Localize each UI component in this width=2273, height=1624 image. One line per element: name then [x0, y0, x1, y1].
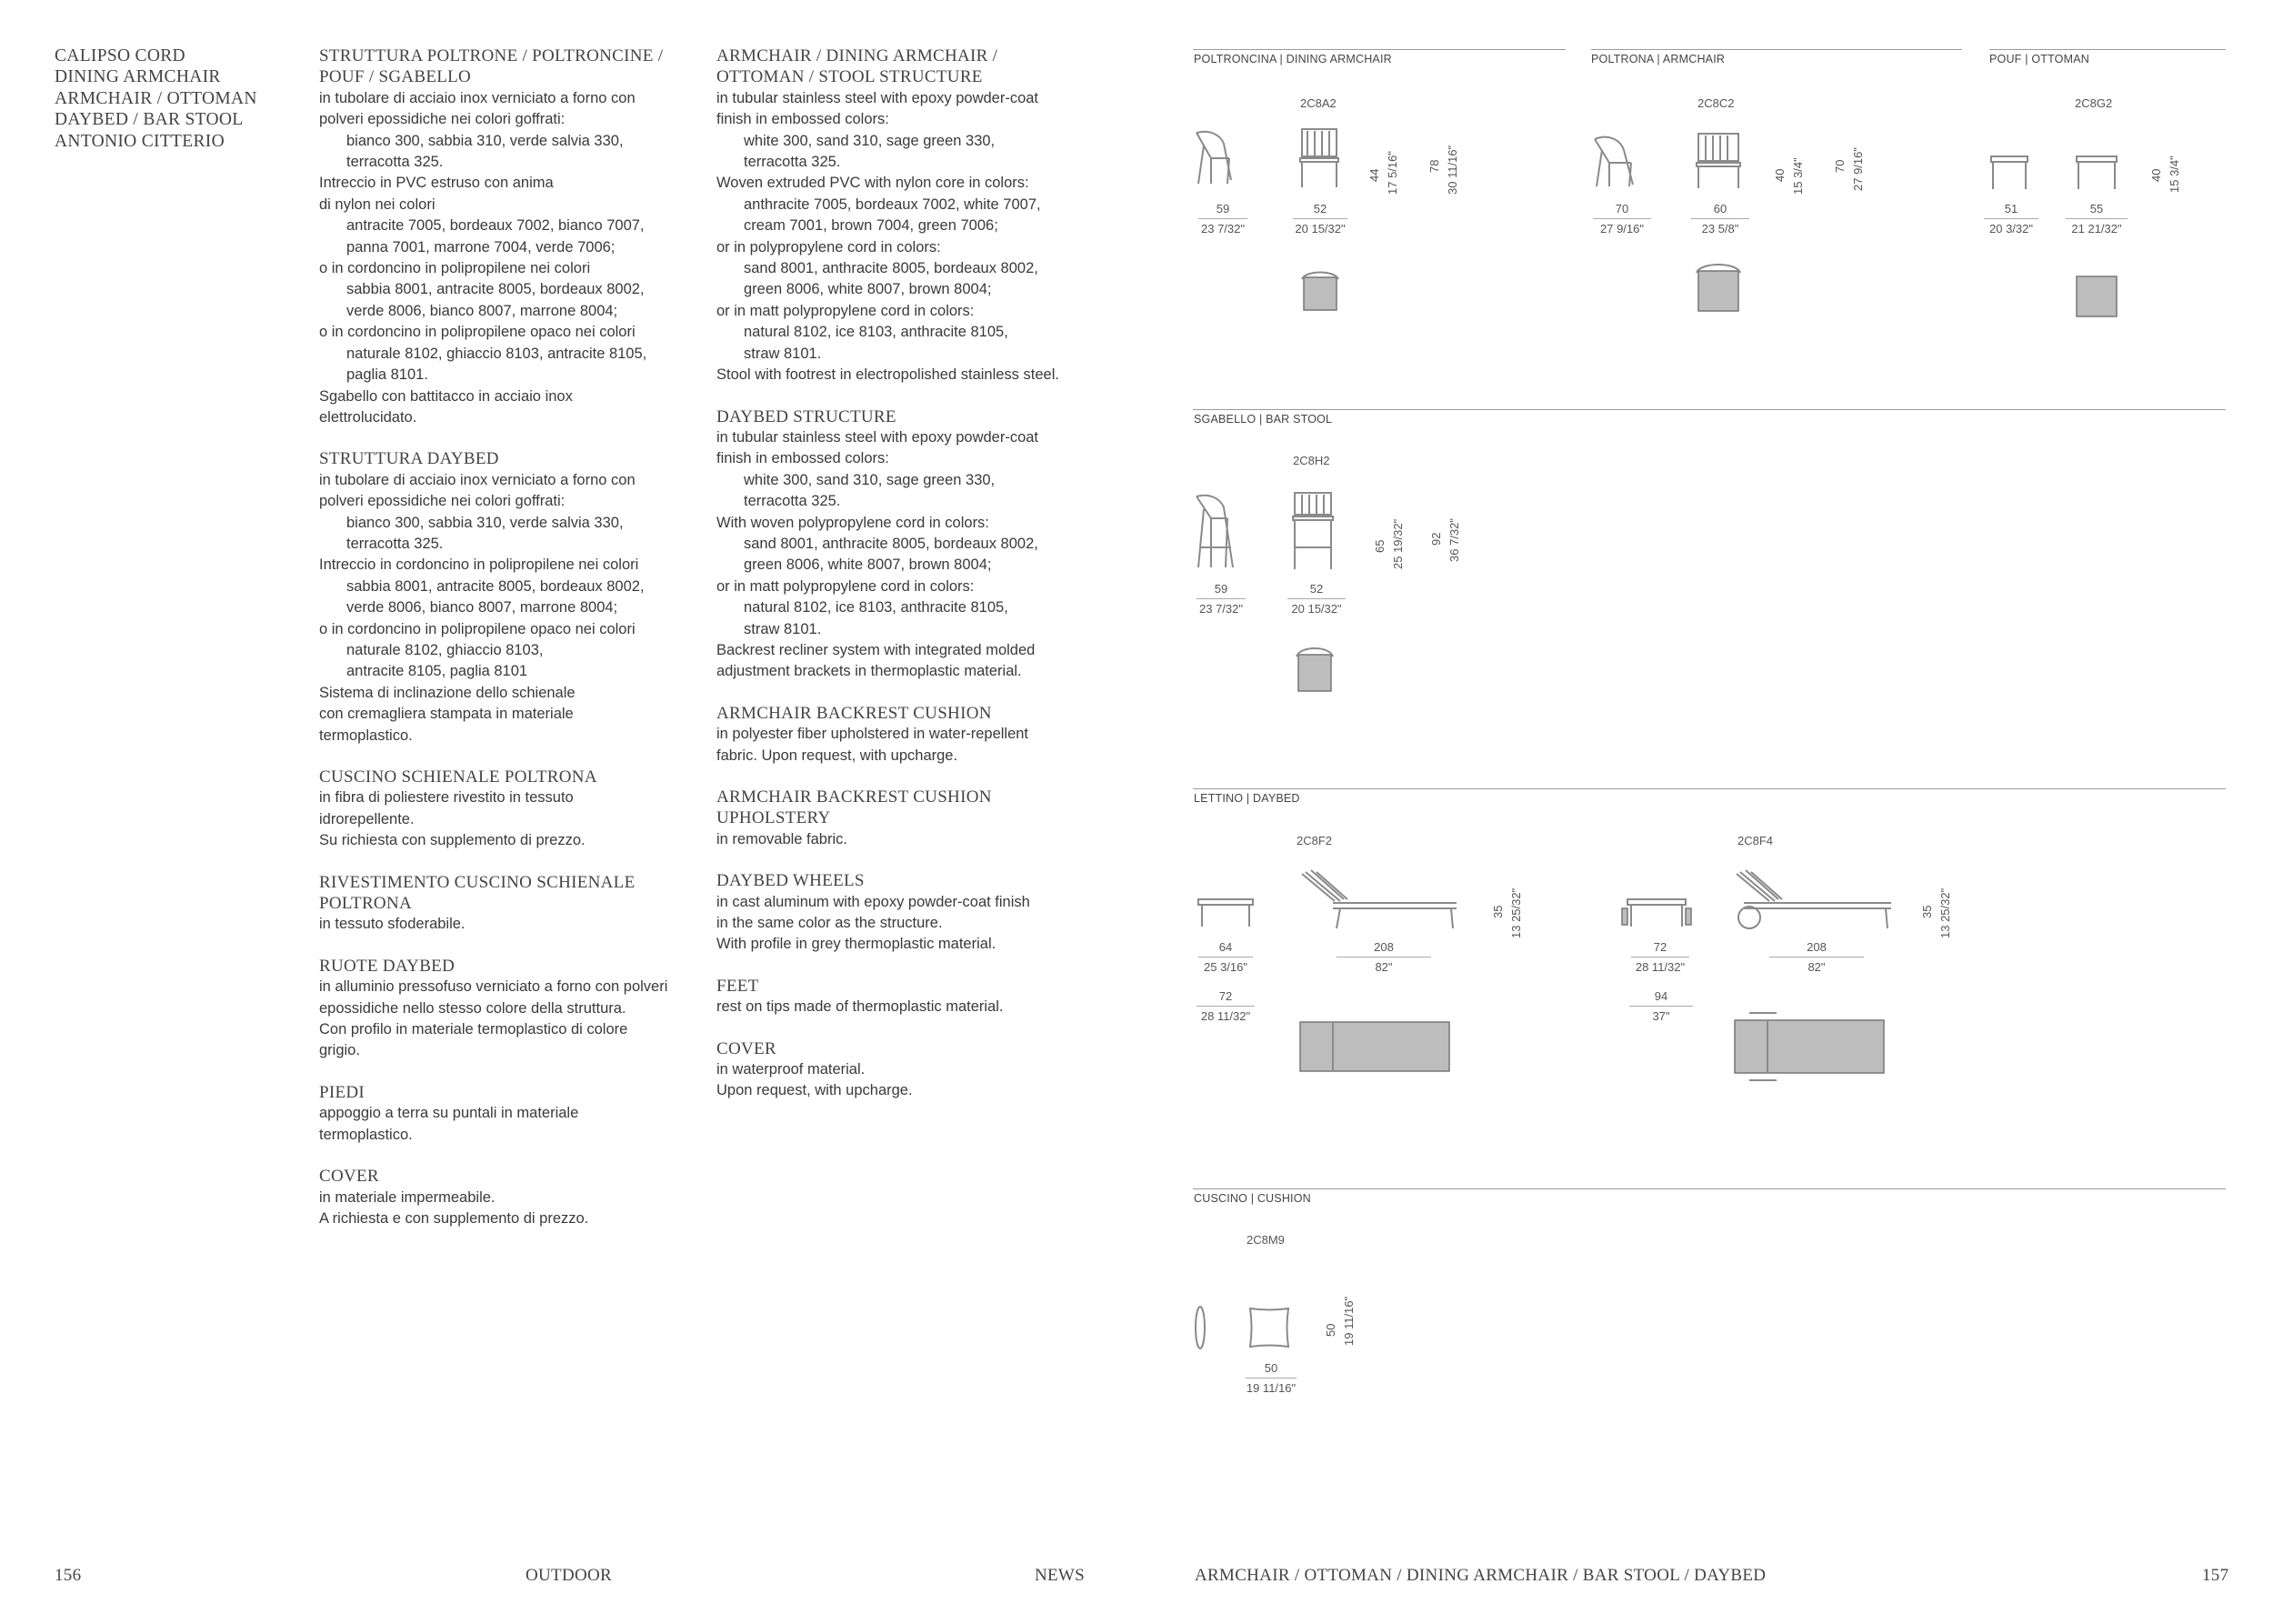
spec-heading: COVER: [716, 1038, 776, 1058]
spec-line: terracotta 325.: [744, 154, 841, 171]
dim-height: 50: [1324, 1323, 1337, 1337]
spec-line: termoplastico.: [319, 727, 413, 744]
dim-width: 60 23 5/8": [1691, 202, 1749, 236]
spec-section: [716, 870, 1116, 956]
spec-line: di nylon nei colori: [319, 195, 436, 213]
dim-end-width: 72 28 11/32": [1631, 940, 1689, 974]
product-code: 2C8H2: [1293, 454, 1330, 467]
spec-line: Su richiesta con supplemento di prezzo.: [319, 832, 586, 849]
spec-line: Stool with footrest in electropolished stainless steel.: [716, 366, 1059, 384]
spec-line: polveri epossidiche nei colori goffrati:: [319, 493, 566, 510]
spec-line: bianco 300, sabbia 310, verde salvia 330,: [346, 514, 624, 531]
section-daybed-label: LETTINO | DAYBED: [1194, 792, 1300, 805]
spec-line: appoggio a terra su puntali in materiale: [319, 1105, 579, 1122]
dim-width: 72 28 11/32": [1197, 989, 1255, 1023]
spec-heading: DAYBED WHEELS: [716, 871, 865, 891]
spec-line: antracite 7005, bordeaux 7002, bianco 7007,: [346, 217, 645, 235]
dining-armchair-front-drawing: [1298, 127, 1340, 191]
spec-line: verde 8006, bianco 8007, marrone 8004;: [346, 599, 618, 617]
spec-heading: RIVESTIMENTO CUSCINO SCHIENALE: [319, 872, 636, 892]
spec-line: Intreccio in PVC estruso con anima: [319, 175, 554, 192]
section-rule: [1193, 49, 1566, 50]
spec-line: white 300, sand 310, sage green 330,: [744, 471, 996, 488]
spec-heading: CUSCINO SCHIENALE POLTRONA: [319, 767, 597, 787]
product-code: 2C8M9: [1247, 1233, 1285, 1247]
dim-depth: 59 23 7/32": [1197, 582, 1246, 616]
cushion-side-drawing: [1193, 1304, 1207, 1351]
dining-armchair-top-drawing: [1300, 268, 1340, 316]
spec-line: finish in embossed colors:: [716, 450, 889, 467]
spec-line: green 8006, white 8007, brown 8004;: [744, 281, 992, 298]
footer-section: OUTDOOR: [526, 1566, 612, 1585]
dim-height: 35: [1491, 905, 1505, 918]
spec-line: termoplastico.: [319, 1126, 413, 1143]
spec-heading: OTTOMAN / STOOL STRUCTURE: [716, 67, 983, 87]
section-armchair-label: POLTRONA | ARMCHAIR: [1591, 53, 1726, 65]
dim-end-width: 64 25 3/16": [1198, 940, 1253, 974]
spec-line: in fibra di poliestere rivestito in tessuto: [319, 789, 574, 807]
spec-line: sabbia 8001, antracite 8005, bordeaux 8002,: [346, 577, 645, 595]
dim-depth: 70 27 9/16": [1593, 202, 1651, 236]
dim-seat-height: 40: [1773, 168, 1787, 182]
spec-line: fabric. Upon request, with upcharge.: [716, 747, 958, 764]
dim-width: 52 20 15/32": [1287, 582, 1346, 616]
dim-height-in: 15 3/4": [2168, 155, 2181, 193]
bar-stool-front-drawing: [1291, 491, 1337, 573]
spec-line: straw 8101.: [744, 345, 822, 362]
spec-section: [716, 1038, 1116, 1102]
spec-line: naturale 8102, ghiaccio 8103, antracite 8105,: [346, 345, 647, 362]
dim-length: 208 82": [1337, 940, 1431, 974]
spec-line: verde 8006, bianco 8007, marrone 8004;: [346, 302, 618, 319]
spec-line: elettrolucidato.: [319, 408, 417, 426]
dim-height-in: 36 7/32": [1447, 518, 1461, 562]
section-rule: [1193, 409, 2226, 410]
spec-heading: FEET: [716, 976, 759, 996]
spec-line: Upon request, with upcharge.: [716, 1082, 913, 1099]
spec-line: Backrest recliner system with integrated molded: [716, 641, 1036, 658]
section-dining-armchair-label: POLTRONCINA | DINING ARMCHAIR: [1194, 53, 1392, 65]
spec-line: antracite 8105, paglia 8101: [346, 663, 528, 680]
daybed-end-drawing: [1197, 896, 1255, 932]
spec-line: or in matt polypropylene cord in colors:: [716, 302, 975, 319]
spec-heading: POUF / SGABELLO: [319, 67, 472, 87]
spec-heading: DAYBED STRUCTURE: [716, 406, 896, 426]
dining-armchair-side-drawing: [1191, 127, 1246, 191]
section-ottoman-label: POUF | OTTOMAN: [1989, 53, 2089, 65]
spec-line: polveri epossidiche nei colori goffrati:: [319, 111, 566, 128]
dim-seat-height-in: 15 3/4": [1791, 157, 1805, 195]
daybed-top-drawing: [1297, 1018, 1457, 1075]
ottoman-side-drawing: [1989, 153, 2031, 193]
section-cushion-label: CUSCINO | CUSHION: [1194, 1192, 1311, 1205]
spec-section: [716, 703, 1116, 767]
dim-height: 35: [1920, 905, 1934, 918]
product-code: 2C8F4: [1737, 834, 1774, 847]
spec-section: [319, 1082, 719, 1146]
ottoman-front-drawing: [2075, 153, 2120, 193]
spec-line: finish in embossed colors:: [716, 111, 889, 128]
title-line: ANTONIO CITTERIO: [55, 131, 225, 151]
dim-seat-height: 65: [1373, 539, 1387, 553]
section-rule: [1193, 1188, 2226, 1189]
dim-seat-height-in: 17 5/16": [1386, 151, 1399, 195]
spec-line: natural 8102, ice 8103, anthracite 8105,: [744, 599, 1008, 617]
spec-section: [716, 787, 1116, 850]
spec-line: sand 8001, anthracite 8005, bordeaux 8002,: [744, 260, 1038, 277]
dim-height-in: 27 9/16": [1851, 147, 1865, 191]
section-rule: [1989, 49, 2226, 50]
spec-heading: ARMCHAIR BACKREST CUSHION: [716, 703, 992, 723]
spec-line: Sistema di inclinazione dello schienale: [319, 684, 576, 701]
spec-line: in the same color as the structure.: [716, 915, 943, 932]
spec-line: paglia 8101.: [346, 366, 428, 384]
section-rule: [1591, 49, 1962, 50]
ottoman-top-drawing: [2075, 275, 2120, 320]
product-code: 2C8A2: [1300, 96, 1337, 110]
bar-stool-side-drawing: [1191, 491, 1246, 573]
spec-line: in polyester fiber upholstered in water-repellent: [716, 726, 1029, 743]
spec-section: [716, 976, 1116, 1018]
spec-section: [716, 45, 1116, 386]
spec-line: epossidiche nello stesso colore della struttura.: [319, 999, 626, 1017]
spec-line: adjustment brackets in thermoplastic material.: [716, 663, 1022, 680]
spec-section: [319, 1166, 719, 1229]
spec-section: [319, 872, 719, 936]
spec-line: white 300, sand 310, sage green 330,: [744, 132, 996, 149]
spec-line: Sgabello con battitacco in acciaio inox: [319, 387, 573, 405]
daybed-side-drawing: [1297, 868, 1460, 932]
italian-specs-column: [319, 45, 719, 1249]
dim-height-in: 30 11/16": [1446, 145, 1459, 195]
spec-line: straw 8101.: [744, 620, 822, 637]
spec-line: With profile in grey thermoplastic material.: [716, 936, 996, 953]
page-number-left: 156: [55, 1566, 82, 1585]
armchair-top-drawing: [1695, 260, 1742, 316]
spec-heading: PIEDI: [319, 1082, 365, 1102]
dim-height: 78: [1427, 159, 1441, 173]
spec-heading: ARMCHAIR BACKREST CUSHION: [716, 787, 992, 807]
spec-line: Woven extruded PVC with nylon core in colors:: [716, 175, 1029, 192]
dim-width: 52 20 15/32": [1293, 202, 1347, 236]
spec-heading: STRUTTURA POLTRONE / POLTRONCINE /: [319, 46, 664, 65]
spec-section: [716, 406, 1116, 683]
bar-stool-top-drawing: [1295, 644, 1335, 695]
spec-line: in tubolare di acciaio inox verniciato a forno con: [319, 471, 636, 488]
spec-line: in waterproof material.: [716, 1061, 866, 1078]
dim-seat-height: 44: [1367, 168, 1381, 182]
spec-line: in alluminio pressofuso verniciato a forno con polveri: [319, 978, 668, 996]
product-code: 2C8C2: [1697, 96, 1735, 110]
daybed-wheels-side-drawing: [1731, 868, 1895, 934]
dim-height: 40: [2149, 168, 2163, 182]
spec-line: Con profilo in materiale termoplastico di colore: [319, 1021, 628, 1038]
spec-section: [319, 956, 719, 1062]
spec-line: green 8006, white 8007, brown 8004;: [744, 556, 992, 574]
spec-section: [319, 448, 719, 747]
title-line: ARMCHAIR / OTTOMAN: [55, 88, 257, 108]
spec-section: [319, 767, 719, 852]
spec-line: or in polypropylene cord in colors:: [716, 238, 941, 256]
spec-heading: STRUTTURA DAYBED: [319, 449, 499, 469]
armchair-front-drawing: [1695, 132, 1742, 192]
armchair-side-drawing: [1589, 132, 1647, 192]
spec-line: sand 8001, anthracite 8005, bordeaux 8002,: [744, 535, 1038, 552]
spec-line: natural 8102, ice 8103, anthracite 8105,: [744, 324, 1008, 341]
title-line: DAYBED / BAR STOOL: [55, 110, 244, 130]
dim-width: 94 37": [1629, 989, 1693, 1023]
spec-line: naturale 8102, ghiaccio 8103,: [346, 641, 544, 658]
dim-depth: 59 23 7/32": [1198, 202, 1247, 236]
spec-line: anthracite 7005, bordeaux 7002, white 7007,: [744, 195, 1041, 213]
spec-line: sabbia 8001, antracite 8005, bordeaux 8002,: [346, 281, 645, 298]
dim-width: 50 19 11/16": [1246, 1361, 1297, 1395]
spec-heading: COVER: [319, 1167, 379, 1187]
spec-line: terracotta 325.: [346, 154, 444, 171]
spec-line: in removable fabric.: [716, 830, 847, 847]
spec-line: grigio.: [319, 1042, 360, 1059]
spec-line: A richiesta e con supplemento di prezzo.: [319, 1209, 589, 1227]
spec-line: idrorepellente.: [319, 810, 415, 827]
section-rule: [1193, 788, 2226, 789]
spec-line: or in matt polypropylene cord in colors:: [716, 577, 975, 595]
spec-heading: POLTRONA: [319, 894, 412, 914]
daybed-wheels-end-drawing: [1620, 896, 1695, 932]
dim-seat-height-in: 25 19/32": [1391, 518, 1405, 569]
spec-line: in tubolare di acciaio inox verniciato a forno con: [319, 89, 636, 106]
dim-height: 70: [1833, 159, 1847, 173]
spec-heading: UPHOLSTERY: [716, 808, 831, 828]
spec-line: o in cordoncino in polipropilene opaco nei colori: [319, 324, 636, 341]
spec-line: bianco 300, sabbia 310, verde salvia 330,: [346, 132, 624, 149]
collection-title: [55, 45, 291, 152]
spec-line: in materiale impermeabile.: [319, 1188, 496, 1206]
title-line: CALIPSO CORD: [55, 46, 185, 65]
spec-line: cream 7001, brown 7004, green 7006;: [744, 217, 998, 235]
footer-products-title: ARMCHAIR / OTTOMAN / DINING ARMCHAIR / BAR STOOL / DAYBED: [1195, 1566, 1767, 1585]
dim-height-in: 13 25/32": [1938, 887, 1952, 938]
spec-line: Intreccio in cordoncino in polipropilene nei colori: [319, 556, 639, 574]
dim-width: 55 21 21/32": [2066, 202, 2128, 236]
dim-height: 92: [1429, 532, 1443, 546]
page-number-right: 157: [2202, 1566, 2229, 1585]
dim-height-in: 19 11/16": [1342, 1296, 1356, 1346]
spec-line: rest on tips made of thermoplastic material.: [716, 998, 1004, 1016]
spec-heading: RUOTE DAYBED: [319, 956, 456, 976]
spec-line: con cremagliera stampata in materiale: [319, 706, 574, 723]
spec-line: in tessuto sfoderabile.: [319, 916, 466, 933]
product-code: 2C8F2: [1297, 834, 1333, 847]
section-bar-stool-label: SGABELLO | BAR STOOL: [1194, 413, 1333, 426]
spec-line: terracotta 325.: [744, 493, 841, 510]
spec-heading: ARMCHAIR / DINING ARMCHAIR /: [716, 46, 998, 65]
title-line: DINING ARMCHAIR: [55, 67, 221, 87]
product-code: 2C8G2: [2075, 96, 2113, 110]
dim-length: 208 82": [1769, 940, 1864, 974]
spec-line: o in cordoncino in polipropilene opaco nei colori: [319, 620, 636, 637]
spec-line: in tubular stainless steel with epoxy powder-coat: [716, 428, 1039, 446]
english-specs-column: [716, 45, 1116, 1122]
spec-line: in cast aluminum with epoxy powder-coat finish: [716, 893, 1030, 910]
spec-section: [319, 45, 719, 428]
daybed-wheels-top-drawing: [1731, 1011, 1895, 1084]
spec-line: in tubular stainless steel with epoxy powder-coat: [716, 89, 1039, 106]
cushion-front-drawing: [1247, 1306, 1293, 1351]
footer-news: NEWS: [1035, 1566, 1086, 1585]
spec-line: terracotta 325.: [346, 535, 444, 552]
dim-depth: 51 20 3/32": [1984, 202, 2038, 236]
spec-line: With woven polypropylene cord in colors:: [716, 514, 989, 531]
spec-line: o in cordoncino in polipropilene nei colori: [319, 260, 591, 277]
dim-height-in: 13 25/32": [1509, 887, 1523, 938]
spec-line: panna 7001, marrone 7004, verde 7006;: [346, 238, 616, 256]
